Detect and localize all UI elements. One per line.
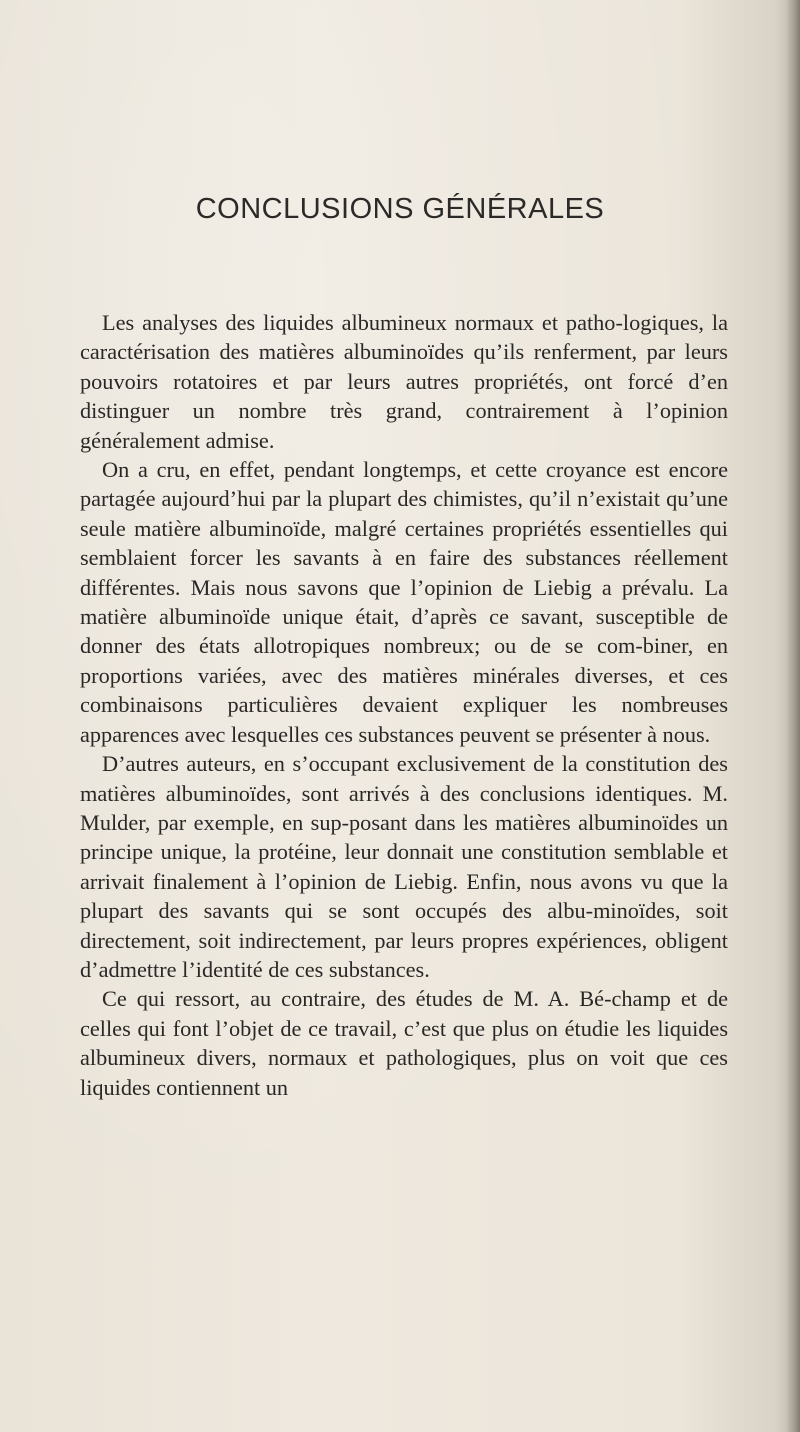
paragraph: On a cru, en effet, pendant longtemps, et cette croyance est encore partagée aujourd’hui par la plupart des chimistes, qu’il n’existait qu’une seule matière albuminoïde, malgré certaines propriétés essentielles qui semblaient forcer les savants à en faire des substances réellement différentes. Mais nous savons que l’opinion de Liebig a prévalu. La matière albuminoïde unique était, d’après ce savant, susceptible de donner des états allotropiques nombreux; ou de se com-biner, en proportions variées, avec des matières minérales diverses, et ces combinaisons particulières devaient expliquer les nombreuses apparences avec lesquelles ces substances peuvent se présenter à nous.	[80, 457, 728, 747]
chapter-heading: CONCLUSIONS GÉNÉRALES	[195, 193, 605, 225]
body-text	[80, 308, 728, 1102]
paragraph: Les analyses des liquides albumineux normaux et patho-logiques, la caractérisation des matières albuminoïdes qu’ils renferment, par leurs pouvoirs rotatoires et par leurs autres propriétés, ont forcé d’en distinguer un nombre très grand, contrairement à l’opinion généralement admise.	[80, 310, 728, 453]
paragraph: D’autres auteurs, en s’occupant exclusivement de la constitution des matières albuminoïdes, sont arrivés à des conclusions identiques. M. Mulder, par exemple, en sup-posant dans les matières albuminoïdes un principe unique, la protéine, leur donnait une constitution semblable et arrivait finalement à l’opinion de Liebig. Enfin, nous avons vu que la plupart des savants qui se sont occupés des albu-minoïdes, soit directement, soit indirectement, par leurs propres expériences, obligent d’admettre l’identité de ces substances.	[80, 751, 728, 982]
paragraph: Ce qui ressort, au contraire, des études de M. A. Bé-champ et de celles qui font l’objet de ce travail, c’est que plus on étudie les liquides albumineux divers, normaux et pathologiques, plus on voit que ces liquides contiennent un	[80, 986, 728, 1100]
